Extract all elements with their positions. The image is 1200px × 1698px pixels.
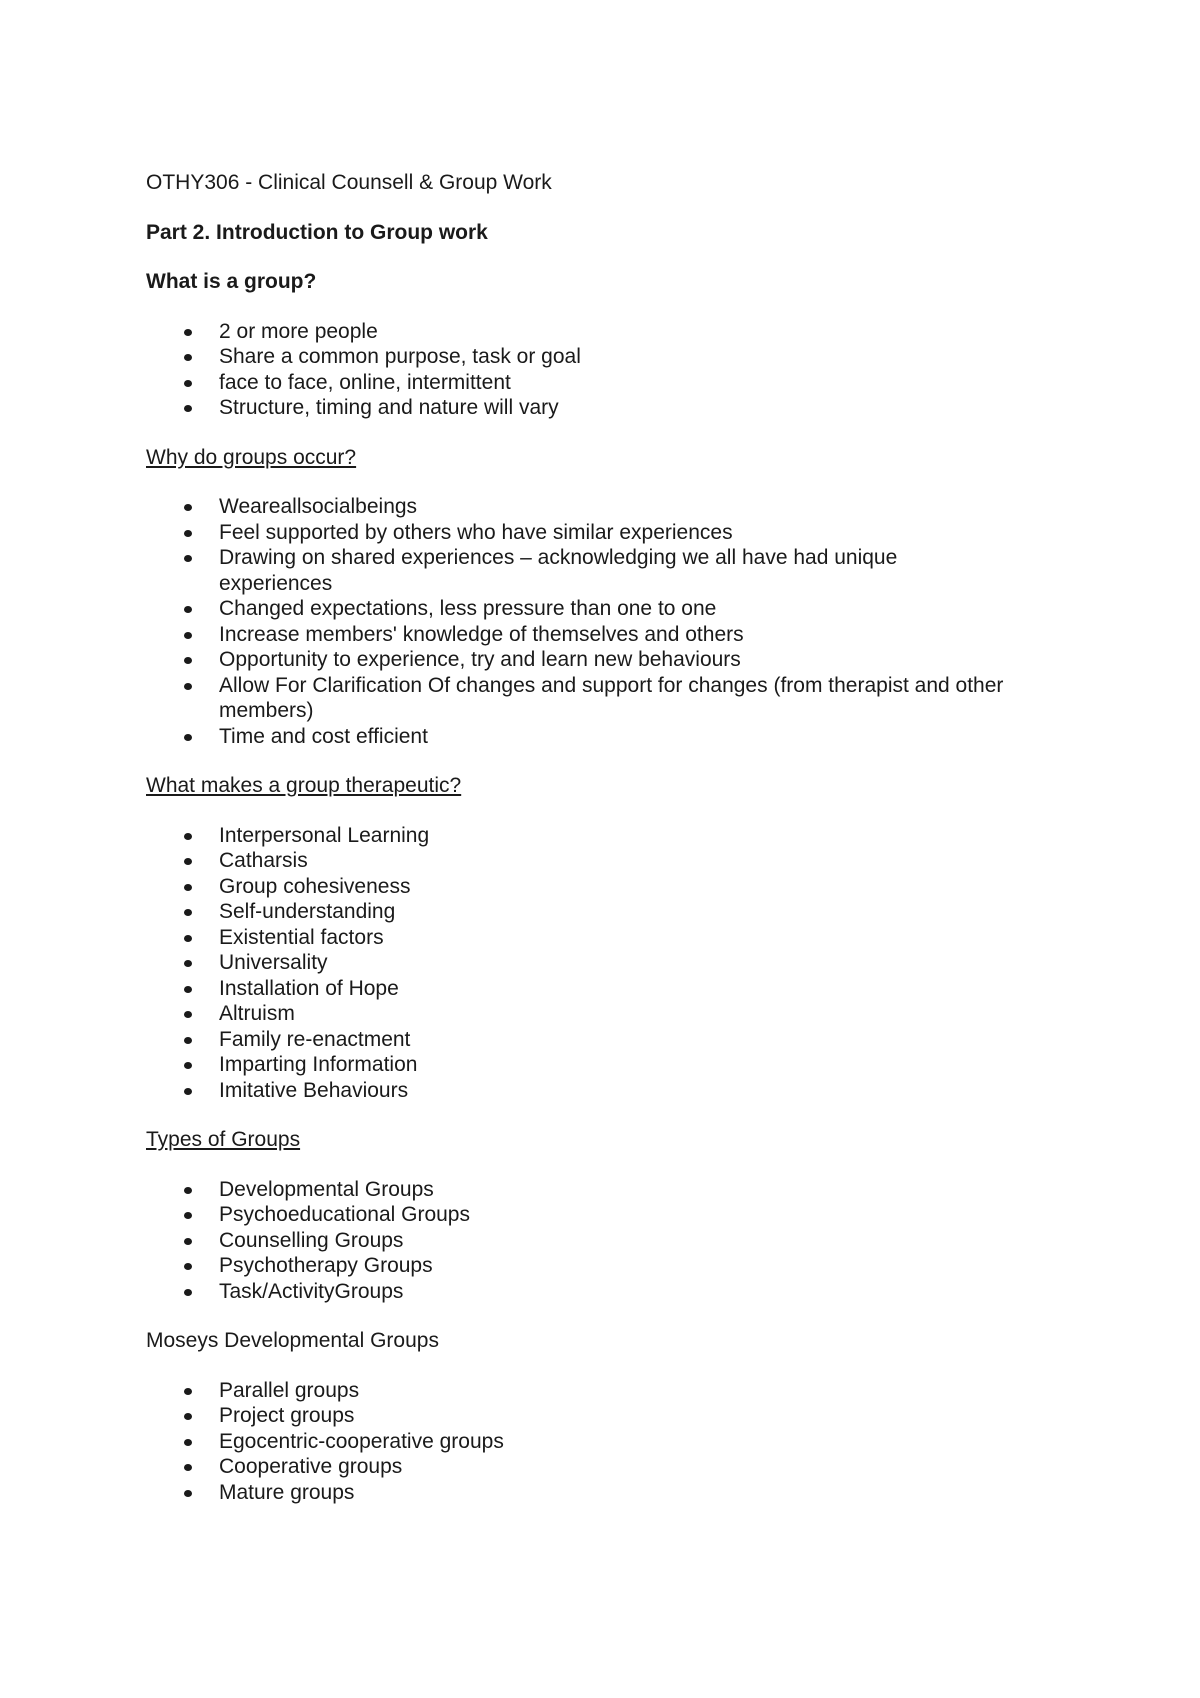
list-item: Family re-enactment: [146, 1027, 1106, 1053]
list-item: Feel supported by others who have similar experiences: [146, 520, 1106, 546]
list-item: Psychoeducational Groups: [146, 1202, 1106, 1228]
list-item: Egocentric-cooperative groups: [146, 1429, 1106, 1455]
list-item: Catharsis: [146, 848, 1106, 874]
list-item: Interpersonal Learning: [146, 823, 1106, 849]
list-item: Weareallsocialbeings: [146, 494, 1106, 520]
list-item: Imitative Behaviours: [146, 1078, 1106, 1104]
list-item: Project groups: [146, 1403, 1106, 1429]
document-title: OTHY306 - Clinical Counsell & Group Work: [146, 171, 552, 194]
list-item: Universality: [146, 950, 1106, 976]
list-item: Time and cost efficient: [146, 724, 1106, 750]
section-heading-what-makes-a-group-therapeutic: What makes a group therapeutic?: [146, 774, 462, 797]
list-item: Altruism: [146, 1001, 1106, 1027]
section-heading-what-is-a-group: What is a group?: [146, 270, 317, 293]
list-item: Allow For Clarification Of changes and support for changes (from therapist and other members): [146, 673, 1069, 724]
list-item: Opportunity to experience, try and learn new behaviours: [146, 647, 1106, 673]
section-heading-moseys-developmental-groups: Moseys Developmental Groups: [146, 1329, 439, 1352]
bullet-list-what-makes-a-group-therapeutic: [146, 823, 1106, 1104]
list-item: Imparting Information: [146, 1052, 1106, 1078]
section-heading-types-of-groups: Types of Groups: [146, 1128, 301, 1151]
document-page: [146, 170, 1106, 1529]
list-item: Share a common purpose, task or goal: [146, 344, 1106, 370]
list-item: face to face, online, intermittent: [146, 370, 1106, 396]
list-item: 2 or more people: [146, 319, 1106, 345]
list-item: Parallel groups: [146, 1378, 1106, 1404]
list-item: Changed expectations, less pressure than one to one: [146, 596, 1106, 622]
bullet-list-moseys-developmental-groups: [146, 1378, 1106, 1506]
bullet-list-why-do-groups-occur: [146, 494, 1106, 749]
list-item: Increase members' knowledge of themselves and others: [146, 622, 1106, 648]
list-item: Cooperative groups: [146, 1454, 1106, 1480]
part-heading: Part 2. Introduction to Group work: [146, 220, 488, 244]
list-item: Psychotherapy Groups: [146, 1253, 1106, 1279]
list-item: Structure, timing and nature will vary: [146, 395, 1106, 421]
list-item: Counselling Groups: [146, 1228, 1106, 1254]
bullet-list-what-is-a-group: [146, 319, 1106, 421]
list-item: Developmental Groups: [146, 1177, 1106, 1203]
list-item: Drawing on shared experiences – acknowledging we all have had unique experiences: [146, 545, 909, 596]
list-item: Mature groups: [146, 1480, 1106, 1506]
list-item: Self-understanding: [146, 899, 1106, 925]
section-heading-why-do-groups-occur: Why do groups occur?: [146, 445, 357, 469]
list-item: Existential factors: [146, 925, 1106, 951]
bullet-list-types-of-groups: [146, 1177, 1106, 1305]
list-item: Installation of Hope: [146, 976, 1106, 1002]
list-item: Task/ActivityGroups: [146, 1279, 1106, 1305]
list-item: Group cohesiveness: [146, 874, 1106, 900]
